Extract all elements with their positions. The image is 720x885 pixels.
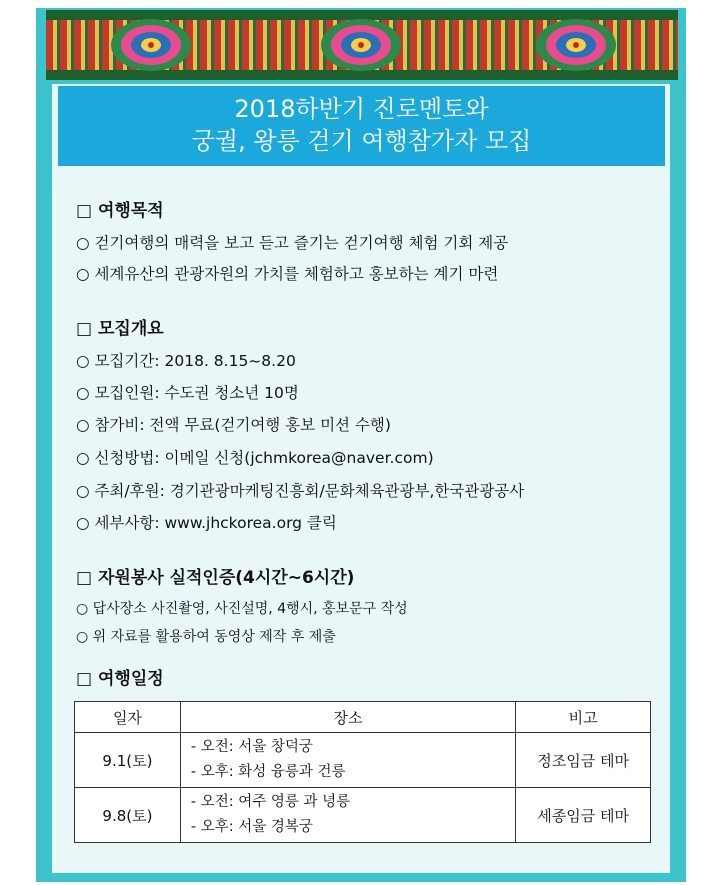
schedule-date: 9.8(토): [75, 788, 181, 843]
overview-item: ○ 주최/후원: 경기관광마케팅진흥회/문화체육관광부,한국관광공사: [76, 482, 525, 500]
column-header-date: 일자: [75, 702, 181, 733]
title-line-2: 궁궐, 왕릉 걷기 여행참가자 모집: [191, 127, 532, 155]
schedule-table: [74, 701, 651, 843]
overview-item: ○ 세부사항: www.jhckorea.org 클릭: [76, 514, 337, 532]
schedule-place: [180, 733, 515, 788]
title-banner: [58, 86, 665, 166]
column-header-note: 비고: [516, 702, 651, 733]
schedule-date: 9.1(토): [75, 733, 181, 788]
title-line-1: 2018하반기 진로멘토와: [234, 95, 489, 123]
column-header-place: 장소: [180, 702, 515, 733]
section-heading-schedule: □ 여행일정: [76, 669, 164, 689]
schedule-note: 세종임금 테마: [516, 788, 651, 843]
section-heading-purpose: □ 여행목적: [76, 201, 164, 221]
overview-item: ○ 모집기간: 2018. 8.15~8.20: [76, 352, 296, 370]
table-row: [75, 733, 651, 788]
overview-item: ○ 참가비: 전액 무료(걷기여행 홍보 미션 수행): [76, 416, 391, 434]
schedule-morning: - 오전: 여주 영릉 과 녕릉: [190, 794, 351, 810]
schedule-afternoon: - 오후: 서울 경복궁: [190, 819, 313, 835]
volunteer-item: ○ 위 자료를 활용하여 동영상 제작 후 제출: [76, 629, 336, 645]
table-row: [75, 788, 651, 843]
table-header-row: [75, 702, 651, 733]
purpose-item: ○ 세계유산의 관광자원의 가치를 체험하고 홍보하는 계기 마련: [76, 265, 499, 283]
schedule-note: 정조임금 테마: [516, 733, 651, 788]
volunteer-item: ○ 답사장소 사진촬영, 사진설명, 4행시, 홍보문구 작성: [76, 601, 408, 617]
schedule-place: [180, 788, 515, 843]
section-heading-volunteer: □ 자원봉사 실적인증(4시간~6시간): [76, 568, 355, 588]
section-heading-overview: □ 모집개요: [76, 319, 164, 339]
purpose-item: ○ 걷기여행의 매력을 보고 듣고 즐기는 걷기여행 체험 기회 제공: [76, 234, 509, 252]
schedule-afternoon: - 오후: 화성 융릉과 건릉: [190, 764, 346, 780]
overview-item: ○ 신청방법: 이메일 신청(jchmkorea@naver.com): [76, 449, 434, 467]
overview-item: ○ 모집인원: 수도권 청소년 10명: [76, 384, 299, 402]
dancheong-pattern-banner: [46, 10, 678, 80]
schedule-morning: - 오전: 서울 창덕궁: [190, 739, 313, 755]
